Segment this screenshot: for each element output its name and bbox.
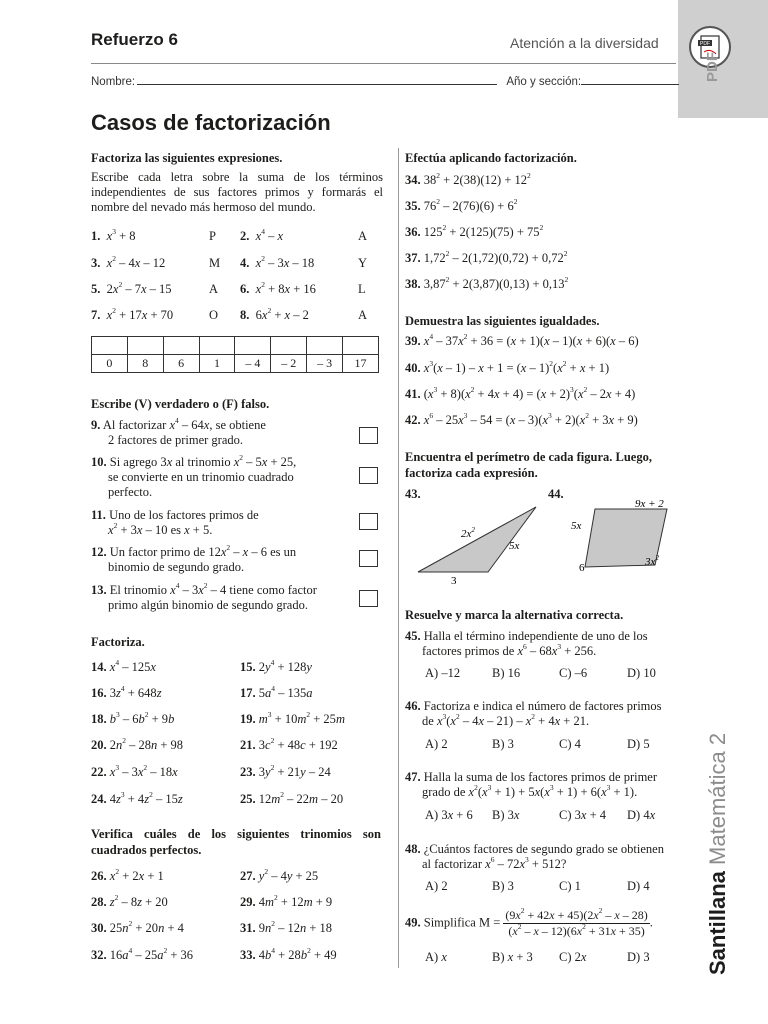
tf-item-13: 13. El trinomio $x^4 - 3x^2 - 4$ tiene como factor primo algún binomio de segundo grado. <box>91 581 317 612</box>
exercise-8: 8. $6x^2 + x - 2$ <box>240 306 309 322</box>
page-title: Casos de factorización <box>91 110 331 135</box>
section-title-true-false: Escribe (V) verdadero o (F) falso. <box>91 397 270 411</box>
exercise-40: 40. $x^3(x - 1) - x + 1 = (x - 1)^2(x^2 + x + 1)$ <box>405 359 610 375</box>
exercise-6: 6. $x^2 + 8x + 16$ <box>240 280 316 296</box>
tf-item-9: 9. Al factorizar $x^4 - 64x$, se obtiene 2 factores de primer grado. <box>91 416 266 447</box>
section-title-factoriza: Factoriza las siguientes expresiones. <box>91 151 283 165</box>
section-title-factoriza-2: Factoriza. <box>91 635 145 649</box>
tf-checkbox-12[interactable] <box>359 550 378 567</box>
exercise-19: 19. $m^3 + 10m^2 + 25m$ <box>240 710 345 726</box>
triangle-side-5x: 5x <box>509 540 520 552</box>
name-blank[interactable] <box>137 84 497 85</box>
exercise-27: 27. $y^2 - 4y + 25$ <box>240 867 319 883</box>
answer-cell-empty[interactable] <box>199 337 235 355</box>
brand-vertical <box>705 733 731 975</box>
quad-side-5x: 5x <box>571 520 582 532</box>
quad-side-6: 6 <box>579 562 585 574</box>
q45-option-d[interactable]: D) 10 <box>627 666 656 680</box>
q45-option-a[interactable]: A) –12 <box>425 666 461 680</box>
answer-cell-value: 1 <box>199 355 235 373</box>
letter-1: P <box>209 229 216 243</box>
letter-3: M <box>209 256 221 270</box>
answer-cell-value: 6 <box>163 355 199 373</box>
exercise-31: 31. $9n^2 - 12n + 18$ <box>240 919 333 935</box>
exercise-18: 18. $b^3 - 6b^2 + 9b$ <box>91 710 175 726</box>
exercise-24: 24. $4z^3 + 4z^2 - 15z$ <box>91 790 183 806</box>
section-title-perimetro: Encuentra el perímetro de cada figura. Luego, factoriza cada expresión. <box>405 450 652 480</box>
exercise-35: 35. $76^2 - 2(76)(6) + 6^2$ <box>405 197 518 213</box>
geometry-figures <box>405 495 685 590</box>
exercise-21: 21. $3c^2 + 48c + 192$ <box>240 736 338 752</box>
exercise-1: 1. $x^3 + 8$ <box>91 227 136 243</box>
q47-option-a[interactable]: A) 3x + 6 <box>425 808 473 822</box>
exercise-32: 32. $16a^4 - 25a^2 + 36$ <box>91 946 194 962</box>
tf-item-12: 12. Un factor primo de $12x^2$ – x – 6 es un binomio de segundo grado. <box>91 543 297 574</box>
triangle-side-2x2: $2x^2$ <box>461 526 475 540</box>
answer-cell-value: – 4 <box>235 355 271 373</box>
question-46: 46. Factoriza e indica el número de factores primos de $x^3(x^2 - 4x - 21) - x^2 + 4x + 21$. <box>405 699 662 728</box>
section-title-verifica: Verifica cuáles de los siguientes trinomios son cuadrados perfectos. <box>91 827 381 857</box>
question-47: 47. Halla la suma de los factores primos de primer grado de $x^2(x^3 + 1) + 5x(x^3 + 1) + 6(x^3 + 1)$. <box>405 770 658 799</box>
section-title-efectua: Efectúa aplicando factorización. <box>405 151 577 165</box>
q47-option-b[interactable]: B) 3x <box>492 808 520 822</box>
grade-label: Año y sección: <box>506 76 582 88</box>
name-label: Nombre: <box>91 76 136 88</box>
section-title-demuestra: Demuestra las siguientes igualdades. <box>405 314 600 328</box>
tf-checkbox-9[interactable] <box>359 427 378 444</box>
exercise-23: 23. $3y^2 + 21y - 24$ <box>240 763 331 779</box>
exercise-4: 4. $x^2 - 3x - 18$ <box>240 254 315 270</box>
triangle-side-3: 3 <box>451 575 457 587</box>
exercise-2: 2. $x^4$ – x <box>240 227 283 243</box>
exercise-20: 20. $2n^2 - 28n + 98$ <box>91 736 184 752</box>
letter-2: A <box>358 229 368 243</box>
tf-checkbox-11[interactable] <box>359 513 378 530</box>
question-48: 48. ¿Cuántos factores de segundo grado se obtienen al factorizar $x^6 - 72x^3 + 512$? <box>405 842 664 871</box>
q49-option-d[interactable]: D) 3 <box>627 950 650 964</box>
section-title-resuelve: Resuelve y marca la alternativa correcta. <box>405 608 624 622</box>
answer-cell-empty[interactable] <box>343 337 379 355</box>
exercise-28: 28. $z^2 - 8z + 20$ <box>91 893 168 909</box>
header-divider <box>91 63 676 64</box>
exercise-38: 38. $3,87^2 + 2(3,87)(0,13) + 0,13^2$ <box>405 275 569 291</box>
q46-option-d[interactable]: D) 5 <box>627 737 650 751</box>
tf-checkbox-13[interactable] <box>359 590 378 607</box>
exercise-42: 42. $x^6 - 25x^3 - 54 = (x - 3)(x^3 + 2)(x^2 + 3x + 9)$ <box>405 411 638 427</box>
question-45: 45. Halla el término independiente de uno de los factores primos de $x^6 - 68x^3 + 256$. <box>405 629 648 658</box>
exercise-39: 39. $x^4 - 37x^2 + 36 = (x + 1)(x - 1)(x + 6)(x - 6)$ <box>405 332 639 348</box>
quad-side-top: 9x + 2 <box>635 498 664 510</box>
page-header-subtitle: Atención a la diversidad <box>510 35 659 51</box>
q45-option-c[interactable]: C) –6 <box>559 666 588 680</box>
exercise-16: 16. $3z^4 + 648z$ <box>91 684 162 700</box>
exercise-30: 30. $25n^2 + 20n + 4$ <box>91 919 184 935</box>
letter-8: A <box>358 308 368 322</box>
exercise-7: 7. $x^2 + 17x + 70$ <box>91 306 174 322</box>
exercise-41: 41. $(x^3 + 8)(x^2 + 4x + 4) = (x + 2)^3(x^2 - 2x + 4)$ <box>405 385 636 401</box>
column-divider <box>398 148 399 968</box>
exercise-33: 33. $4b^4 + 28b^2 + 49$ <box>240 946 337 962</box>
letter-6: L <box>358 282 366 296</box>
answer-cell-empty[interactable] <box>163 337 199 355</box>
section-instructions: Escribe cada letra sobre la suma de los términos independientes de sus factores primos y formarás el nombre del nevado más hermoso del mundo. <box>91 170 383 214</box>
q48-option-a[interactable]: A) 2 <box>425 879 448 893</box>
name-row <box>91 76 679 88</box>
exercise-17: 17. $5a^4 - 135a$ <box>240 684 313 700</box>
letter-4: Y <box>358 256 368 270</box>
exercise-37: 37. $1,72^2 - 2(1,72)(0,72) + 0,72^2$ <box>405 249 568 265</box>
exercise-34: 34. $38^2 + 2(38)(12) + 12^2$ <box>405 171 531 187</box>
letter-7: O <box>209 308 219 322</box>
exercise-3: 3. $x^2 - 4x - 12$ <box>91 254 166 270</box>
exercise-14: 14. $x^4 - 125x$ <box>91 658 156 674</box>
question-49: 49. Simplifica M = $\frac{(9x^2 + 42x + 45)(2x^2 - x - 28)}{(x^2 - x - 12)(6x^2 + 31x + 35)}$ . <box>405 906 653 938</box>
answer-cell-empty[interactable] <box>235 337 271 355</box>
answer-cell-empty[interactable] <box>127 337 163 355</box>
pdf-badge-text: PDF <box>700 41 710 47</box>
tf-checkbox-10[interactable] <box>359 467 378 484</box>
brand-subject: Matemática 2 <box>705 732 730 865</box>
q48-option-b[interactable]: B) 3 <box>492 879 514 893</box>
q49-option-c[interactable]: C) 2x <box>559 950 587 964</box>
pdf-label: PDF <box>704 52 721 82</box>
q48-option-d[interactable]: D) 4 <box>627 879 650 893</box>
page-header-title: Refuerzo 6 <box>91 30 178 49</box>
q45-option-b[interactable]: B) 16 <box>492 666 521 680</box>
tf-item-10: 10. Si agrego 3x al trinomio $x^2 - 5x + 25$, se convierte en un trinomio cuadrado perfecto. <box>91 453 297 499</box>
q47-option-d[interactable]: D) 4x <box>627 808 656 822</box>
letter-5: A <box>209 282 219 296</box>
answer-cell-value: – 3 <box>307 355 343 373</box>
q49-fraction: $\frac{(9x^2 + 42x + 45)(2x^2 - x - 28)}{(x^2 - x - 12)(6x^2 + 31x + 35)}$ <box>505 906 648 938</box>
q48-option-c[interactable]: C) 1 <box>559 879 581 893</box>
figure-43-label: 43. <box>405 487 421 501</box>
q49-option-a[interactable]: A) x <box>425 950 447 964</box>
exercise-22: 22. $x^3 - 3x^2 - 18x$ <box>91 763 178 779</box>
answer-cell-empty[interactable] <box>271 337 307 355</box>
exercise-25: 25. $12m^2 - 22m - 20$ <box>240 790 344 806</box>
figure-44-label: 44. <box>548 487 564 501</box>
exercise-15: 15. $2y^4 + 128y$ <box>240 658 312 674</box>
answer-cell-value: – 2 <box>271 355 307 373</box>
exercise-5: 5. $2x^2 - 7x - 15$ <box>91 280 172 296</box>
q46-option-c[interactable]: C) 4 <box>559 737 581 751</box>
q46-option-a[interactable]: A) 2 <box>425 737 448 751</box>
quad-side-3x2: $3x^2$ <box>645 554 659 568</box>
answer-cell-empty[interactable] <box>92 337 128 355</box>
tf-item-11: 11. Uno de los factores primos de $x^2 + 3x - 10$ es x + 5. <box>91 508 259 537</box>
answer-cell-empty[interactable] <box>307 337 343 355</box>
answer-cell-value: 17 <box>343 355 379 373</box>
answer-grid <box>91 336 379 373</box>
q49-option-b[interactable]: B) x + 3 <box>492 950 533 964</box>
exercise-26: 26. $x^2 + 2x + 1$ <box>91 867 164 883</box>
grade-blank[interactable] <box>581 84 679 85</box>
exercise-36: 36. $125^2 + 2(125)(75) + 75^2$ <box>405 223 544 239</box>
q47-option-c[interactable]: C) 3x + 4 <box>559 808 606 822</box>
answer-cell-value: 0 <box>92 355 128 373</box>
answer-cell-value: 8 <box>127 355 163 373</box>
brand-name: Santillana <box>705 871 730 975</box>
q46-option-b[interactable]: B) 3 <box>492 737 514 751</box>
exercise-29: 29. $4m^2 + 12m + 9$ <box>240 893 333 909</box>
